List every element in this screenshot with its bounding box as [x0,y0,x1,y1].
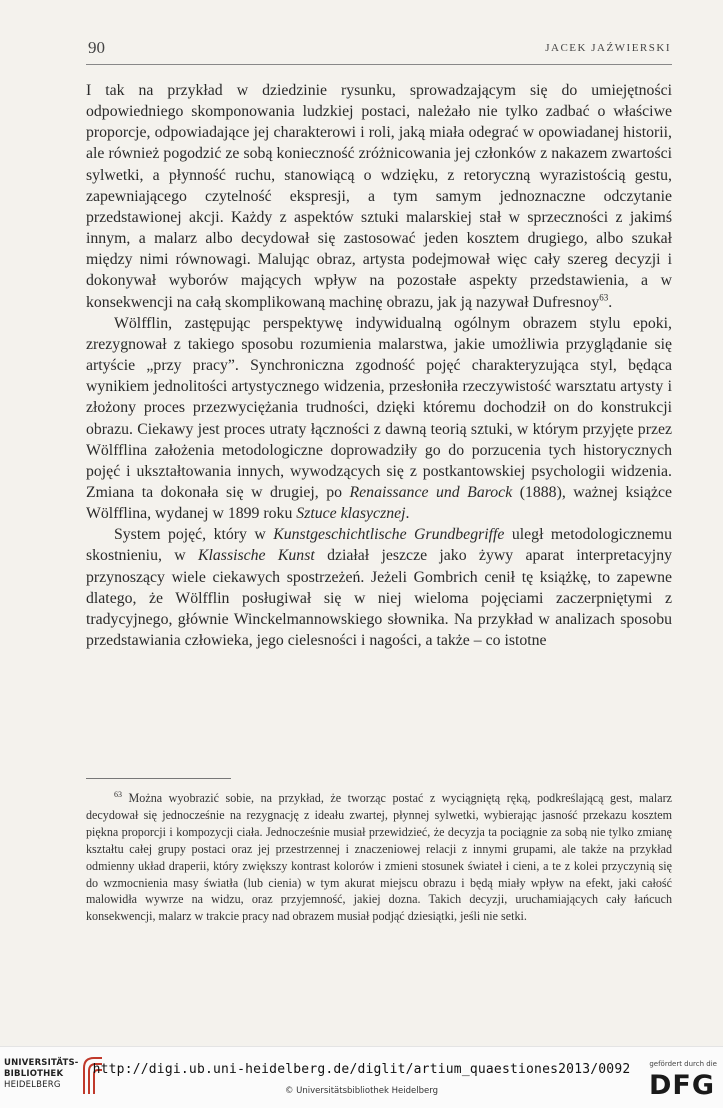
footnote-rule [86,778,231,779]
footnote-reference-63[interactable]: 63 [599,292,609,303]
running-head [88,38,671,60]
paragraph-2-middle: (1888), ważnej książce Wölfflina, wydanej w 1899 roku [86,483,672,523]
permalink-url[interactable]: http://digi.ub.uni-heidelberg.de/diglit/artium_quaestiones2013/0092 [92,1062,631,1077]
funding-note: gefördert durch die [649,1060,717,1068]
title-sztuka-klasyczna: Sztuce klasycznej [296,505,406,523]
footnote-number: 63 [114,789,122,799]
copyright-notice: © Universitätsbibliothek Heidelberg [284,1086,438,1096]
running-head-author: JACEK JAŹWIERSKI [545,42,671,54]
paragraph-2-text: Wölfflin, zastępując perspektywę indywidualną ogólnym obrazem stylu epoki, zrezygnował z takiego sposobu rozumienia malarstwa, jakie umożliwia przyglądanie się artyście „przy pracy”. Synchroniczna zgodność pojęć charakteryzująca styl, będąca wynikiem jednolitości artystycznego widzenia, przesłoniła rzeczywistość warsztatu artysty i złożony proces przezwyciężania trudności, dzięki któremu dochodził on do konstrukcji obrazu. Ciekawy jest proces utraty łączności z dawną teorią sztuki, w którym przyjęte przez Wölfflina założenia metodologiczne doprowadziły go do porzucenia tych historycznych pojęć i ukształtowania innych, wywodzących się z postkantowskiej psychologii widzenia. Zmiana ta dokonała się w drugiej, po [86,314,672,501]
library-name-line-3: HEIDELBERG [4,1080,61,1090]
paragraph-1-text: I tak na przykład w dziedzinie rysunku, sprowadzającym się do umiejętności odpowiedniego skomponowania ludzkiej postaci, należało nie tylko zadbać o właściwe proporcje, odpowiadające jej charakterowi i roli, jaką miała odegrać w opowiadanej historii, ale również pogodzić ze sobą konieczność zróżnicowania jej członków z nakazem zwartości sylwetki, a płynność ruchu, stanowiącą o wdzięku, z retoryczną wyrazistością gestu, zapewniającego czytelność ekspresji, a tym samym jednoznaczne odczytanie przedstawionej akcji. Każdy z aspektów sztuki malarskiej stał w sprzeczności z jakimś innym, a malarz albo decydował się zastosować jeden kosztem drugiego, albo szukał między nimi równowagi. Malując obraz, artysta podejmował więc cały szereg decyzji i dokonywał wyborów mających wpływ na pozostałe aspekty przedstawienia, a w konsekwencji na całą skomplikowaną machinę obrazu, jak ją nazywał Dufresnoy [86,82,672,311]
library-name-line-1: UNIVERSITÄTS- [4,1058,79,1068]
paragraph-3 [86,524,672,651]
title-renaissance-und-barock: Renaissance und Barock [349,483,513,501]
paragraph-2-end: . [405,505,410,523]
paragraph-1 [86,80,672,313]
paragraph-3-end: działał jeszcze jako żywy aparat interpretacyjny przynoszący wiele ciekawych spostrzeżeń. Jeżeli Gombrich cenił tę książkę, to zapewne dlatego, że Wölfflin posługiwał się w niej wieloma pojęciami zaczerpniętymi z tradycyjnego, głównie Winckelmannowskiego słownika. Na przykład w analizach sposobu przedstawiania człowieka, jego cielesności i nagości, a także – co istotne [86,547,672,650]
dfg-logo[interactable]: DFG [648,1070,715,1101]
body-text [86,80,672,651]
paragraph-1-end: . [608,293,613,311]
paragraph-3-start: System pojęć, który w [114,526,274,544]
title-kunstgeschichtliche-grundbegriffe: Kunstgeschichtlische Grundbegriffe [273,526,505,544]
footnote-63 [86,790,672,925]
paragraph-3-middle: uległ metodologicznemu skostnieniu, w [86,526,672,565]
title-klassische-kunst: Klassische Kunst [197,547,315,565]
footnote-text: Można wyobrazić sobie, na przykład, że tworząc postać z wyciągniętą ręką, podkreślającą gest, malarz decydował się jednocześnie na rezygnację z ideału zwartej, płynnej sylwetki, wybierając jasność przekazu kosztem piękna proporcji i kompozycji ciała. Jednocześnie musiał przewidzieć, że decyzja ta pociągnie za sobą nie tylko zmianę kształtu całej grupy postaci oraz jej przestrzennej i znaczeniowej relacji z innymi grupami, ale także na przykład odmienny układ draperii, który zwiększy kontrast kolorów i zmieni stosunek świateł i cieni, a te z kolei przyczynią się do wzmocnienia masy światła (lub cienia) w tym akurat miejscu obrazu i będą miały wpływ na efekt, jaki całość malowidła wywrze na widzu, oraz przyjemność, jakiej dozna. Takich decyzji, uruchamiających cały łańcuch konsekwencji, malarz w trakcie pracy nad obrazem musiał podjąć dziesiątki, jeśli nie setki. [86,791,672,924]
library-name-line-2: BIBLIOTHEK [4,1069,64,1079]
page-number: 90 [88,38,105,57]
paragraph-2 [86,313,672,525]
header-rule [86,64,672,65]
